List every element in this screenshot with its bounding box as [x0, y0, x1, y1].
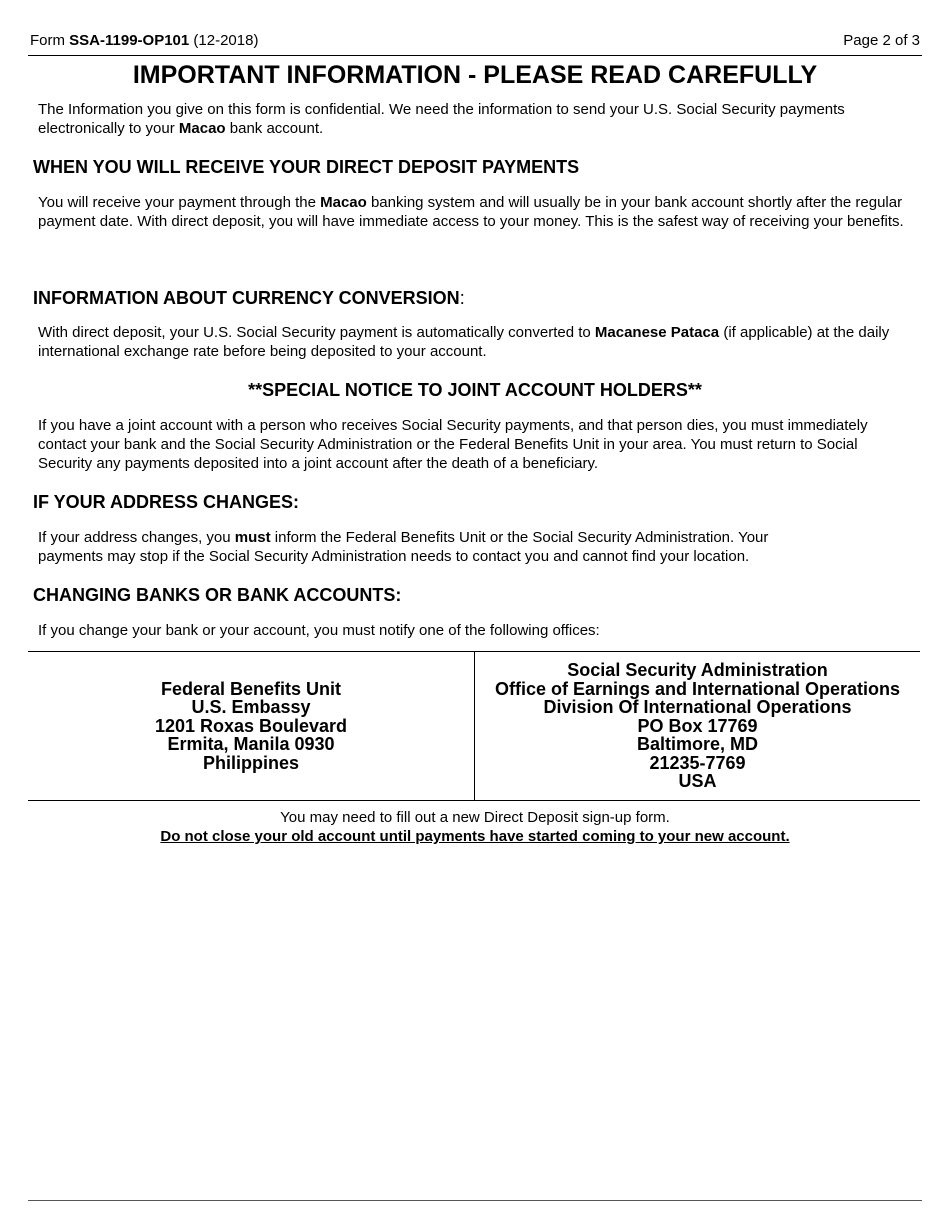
office-right-line: 21235-7769: [649, 752, 746, 773]
office-left-line: Federal Benefits Unit: [160, 678, 342, 699]
office-right-line: Division Of International Operations: [543, 697, 852, 718]
office-left-line: Philippines: [202, 752, 299, 773]
form-number: SSA-1199-OP101: [69, 32, 190, 49]
intro-text-1: The Information you give on this form is confidential. We need the information to send your U.S. Social Security payments electronically to your: [38, 101, 845, 137]
footer-warning: [0, 827, 950, 846]
form-identifier: [30, 32, 258, 50]
ssa-office-address: [475, 652, 920, 800]
office-right-line: Office of Earnings and International Operations: [494, 678, 901, 699]
intro-paragraph: [38, 100, 910, 138]
footer-rule: [28, 1200, 922, 1201]
footer-warning-text: Do not close your old account until payments have started coming to your new account.: [160, 828, 790, 845]
currency-heading-colon: :: [459, 288, 465, 308]
joint-account-heading: **SPECIAL NOTICE TO JOINT ACCOUNT HOLDERS**: [248, 380, 702, 400]
changing-banks-paragraph: If you change your bank or your account, you must notify one of the following offices:: [38, 622, 600, 639]
page-title: IMPORTANT INFORMATION - PLEASE READ CAREFULLY: [132, 61, 818, 89]
currency-paragraph: [38, 323, 910, 361]
address-text-1: If your address changes, you: [38, 529, 235, 546]
page-number: Page 2 of 3: [843, 32, 920, 49]
form-prefix: Form: [30, 32, 70, 49]
office-left-line: U.S. Embassy: [191, 697, 311, 718]
currency-text-2: (if applicable) at the daily international exchange rate before being deposited to your account.: [38, 324, 890, 360]
office-right-line: Social Security Administration: [567, 659, 828, 680]
office-right-line: USA: [678, 771, 717, 792]
office-left-line: 1201 Roxas Boulevard: [154, 715, 348, 736]
address-text-3: payments may stop if the Social Security Administration needs to contact you and cannot find your location.: [38, 548, 750, 565]
intro-text-2: bank account.: [225, 120, 324, 137]
currency-text-1: With direct deposit, your U.S. Social Security payment is automatically converted to: [38, 324, 595, 341]
currency-heading-text: INFORMATION ABOUT CURRENCY CONVERSION: [33, 288, 460, 308]
office-right-line: PO Box 17769: [637, 715, 758, 736]
form-date: (12-2018): [189, 32, 259, 49]
joint-account-paragraph: If you have a joint account with a person who receives Social Security payments, and that person dies, you must immediately contact your bank and the Social Security Administration or the Federal Benefits Unit in your area. You must return to Social Security any payments deposited into a joint account after the death of a beneficiary.: [38, 417, 868, 472]
header-rule: [28, 55, 922, 56]
address-text-2: inform the Federal Benefits Unit or the Social Security Administration. Your: [270, 529, 769, 546]
when-receive-heading: WHEN YOU WILL RECEIVE YOUR DIRECT DEPOSIT PAYMENTS: [33, 157, 580, 177]
when-receive-paragraph: [38, 193, 910, 231]
federal-benefits-unit-address: [28, 652, 474, 800]
address-changes-heading: IF YOUR ADDRESS CHANGES:: [33, 492, 300, 512]
office-left-line: Ermita, Manila 0930: [167, 734, 335, 755]
intro-bold-country: Macao: [178, 120, 226, 137]
offices-table: [28, 651, 920, 801]
when-receive-text-1: You will receive your payment through the: [38, 194, 321, 211]
footer-note: You may need to fill out a new Direct Deposit sign-up form.: [280, 809, 670, 826]
when-receive-text-2: banking system and will usually be in your bank account shortly after the regular payment date. With direct deposit, you will have immediate access to your money. This is the safest way of receiving your benefits.: [38, 194, 904, 230]
changing-banks-heading: CHANGING BANKS OR BANK ACCOUNTS:: [33, 585, 402, 605]
office-right-line: Baltimore, MD: [636, 734, 759, 755]
currency-heading: [33, 287, 910, 309]
when-receive-bold-country: Macao: [320, 194, 367, 211]
address-bold-must: must: [234, 529, 271, 546]
address-changes-paragraph: [38, 528, 910, 566]
currency-bold-name: Macanese Pataca: [594, 324, 720, 341]
